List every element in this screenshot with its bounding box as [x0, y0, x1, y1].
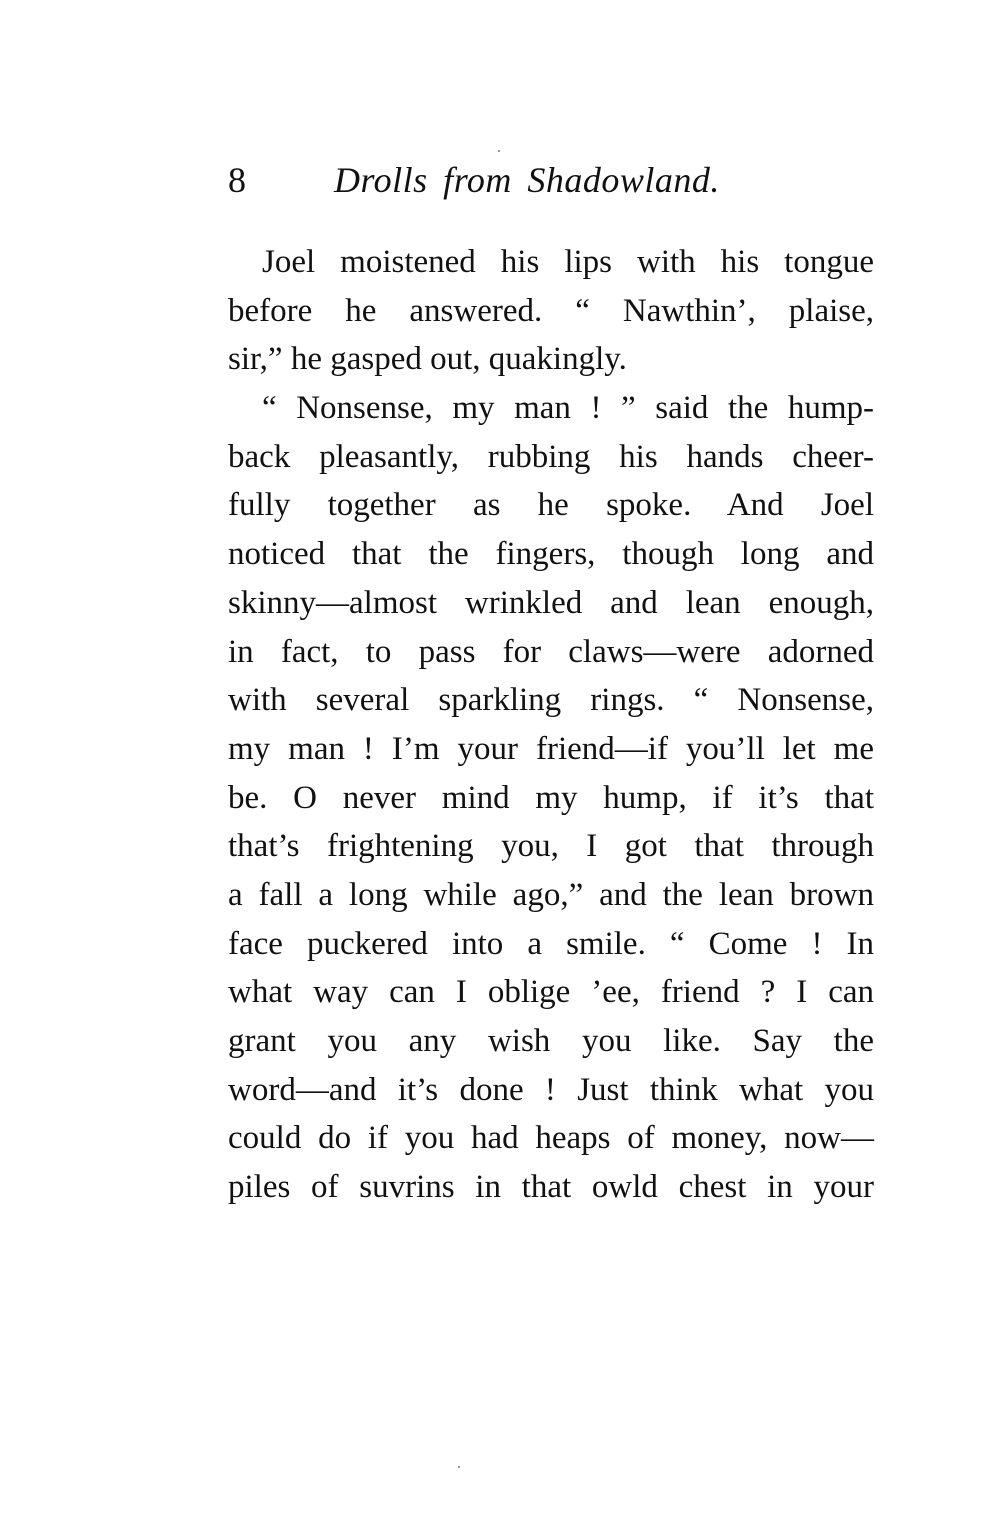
text-line: back pleasantly, rubbing his hands cheer- [228, 438, 874, 475]
text-line: could do if you had heaps of money, now— [228, 1120, 874, 1157]
text-line: “ Nonsense, my man ! ” said the hump- [262, 390, 874, 427]
page-number: 8 [228, 160, 246, 200]
body-text [228, 238, 874, 1212]
text-line: sir,” he gasped out, quakingly. [228, 341, 627, 378]
scan-speck [458, 1466, 460, 1468]
text-line: skinny—almost wrinkled and lean enough, [228, 584, 874, 621]
text-line: with several sparkling rings. “ Nonsense, [228, 682, 874, 719]
running-title: Drolls from Shadowland. [334, 160, 720, 200]
text-line: in fact, to pass for claws—were adorned [228, 633, 874, 670]
text-line: face puckered into a smile. “ Come ! In [228, 925, 874, 962]
text-line: a fall a long while ago,” and the lean brown [228, 876, 874, 913]
text-line: Joel moistened his lips with his tongue [262, 244, 874, 280]
text-line: grant you any wish you like. Say the [228, 1023, 874, 1059]
text-line: fully together as he spoke. And Joel [228, 487, 874, 524]
text-line: be. O never mind my hump, if it’s that [228, 779, 874, 816]
running-head [228, 150, 888, 210]
text-line: piles of suvrins in that owld chest in your [228, 1169, 874, 1206]
text-line: my man ! I’m your friend—if you’ll let me [228, 730, 874, 767]
text-line: that’s frightening you, I got that through [228, 828, 874, 865]
text-line: noticed that the fingers, though long and [228, 536, 874, 573]
text-line: word—and it’s done ! Just think what you [228, 1071, 874, 1108]
text-line: what way can I oblige ’ee, friend ? I can [228, 974, 874, 1011]
scan-speck [498, 150, 500, 152]
text-line: before he answered. “ Nawthin’, plaise, [228, 292, 874, 329]
